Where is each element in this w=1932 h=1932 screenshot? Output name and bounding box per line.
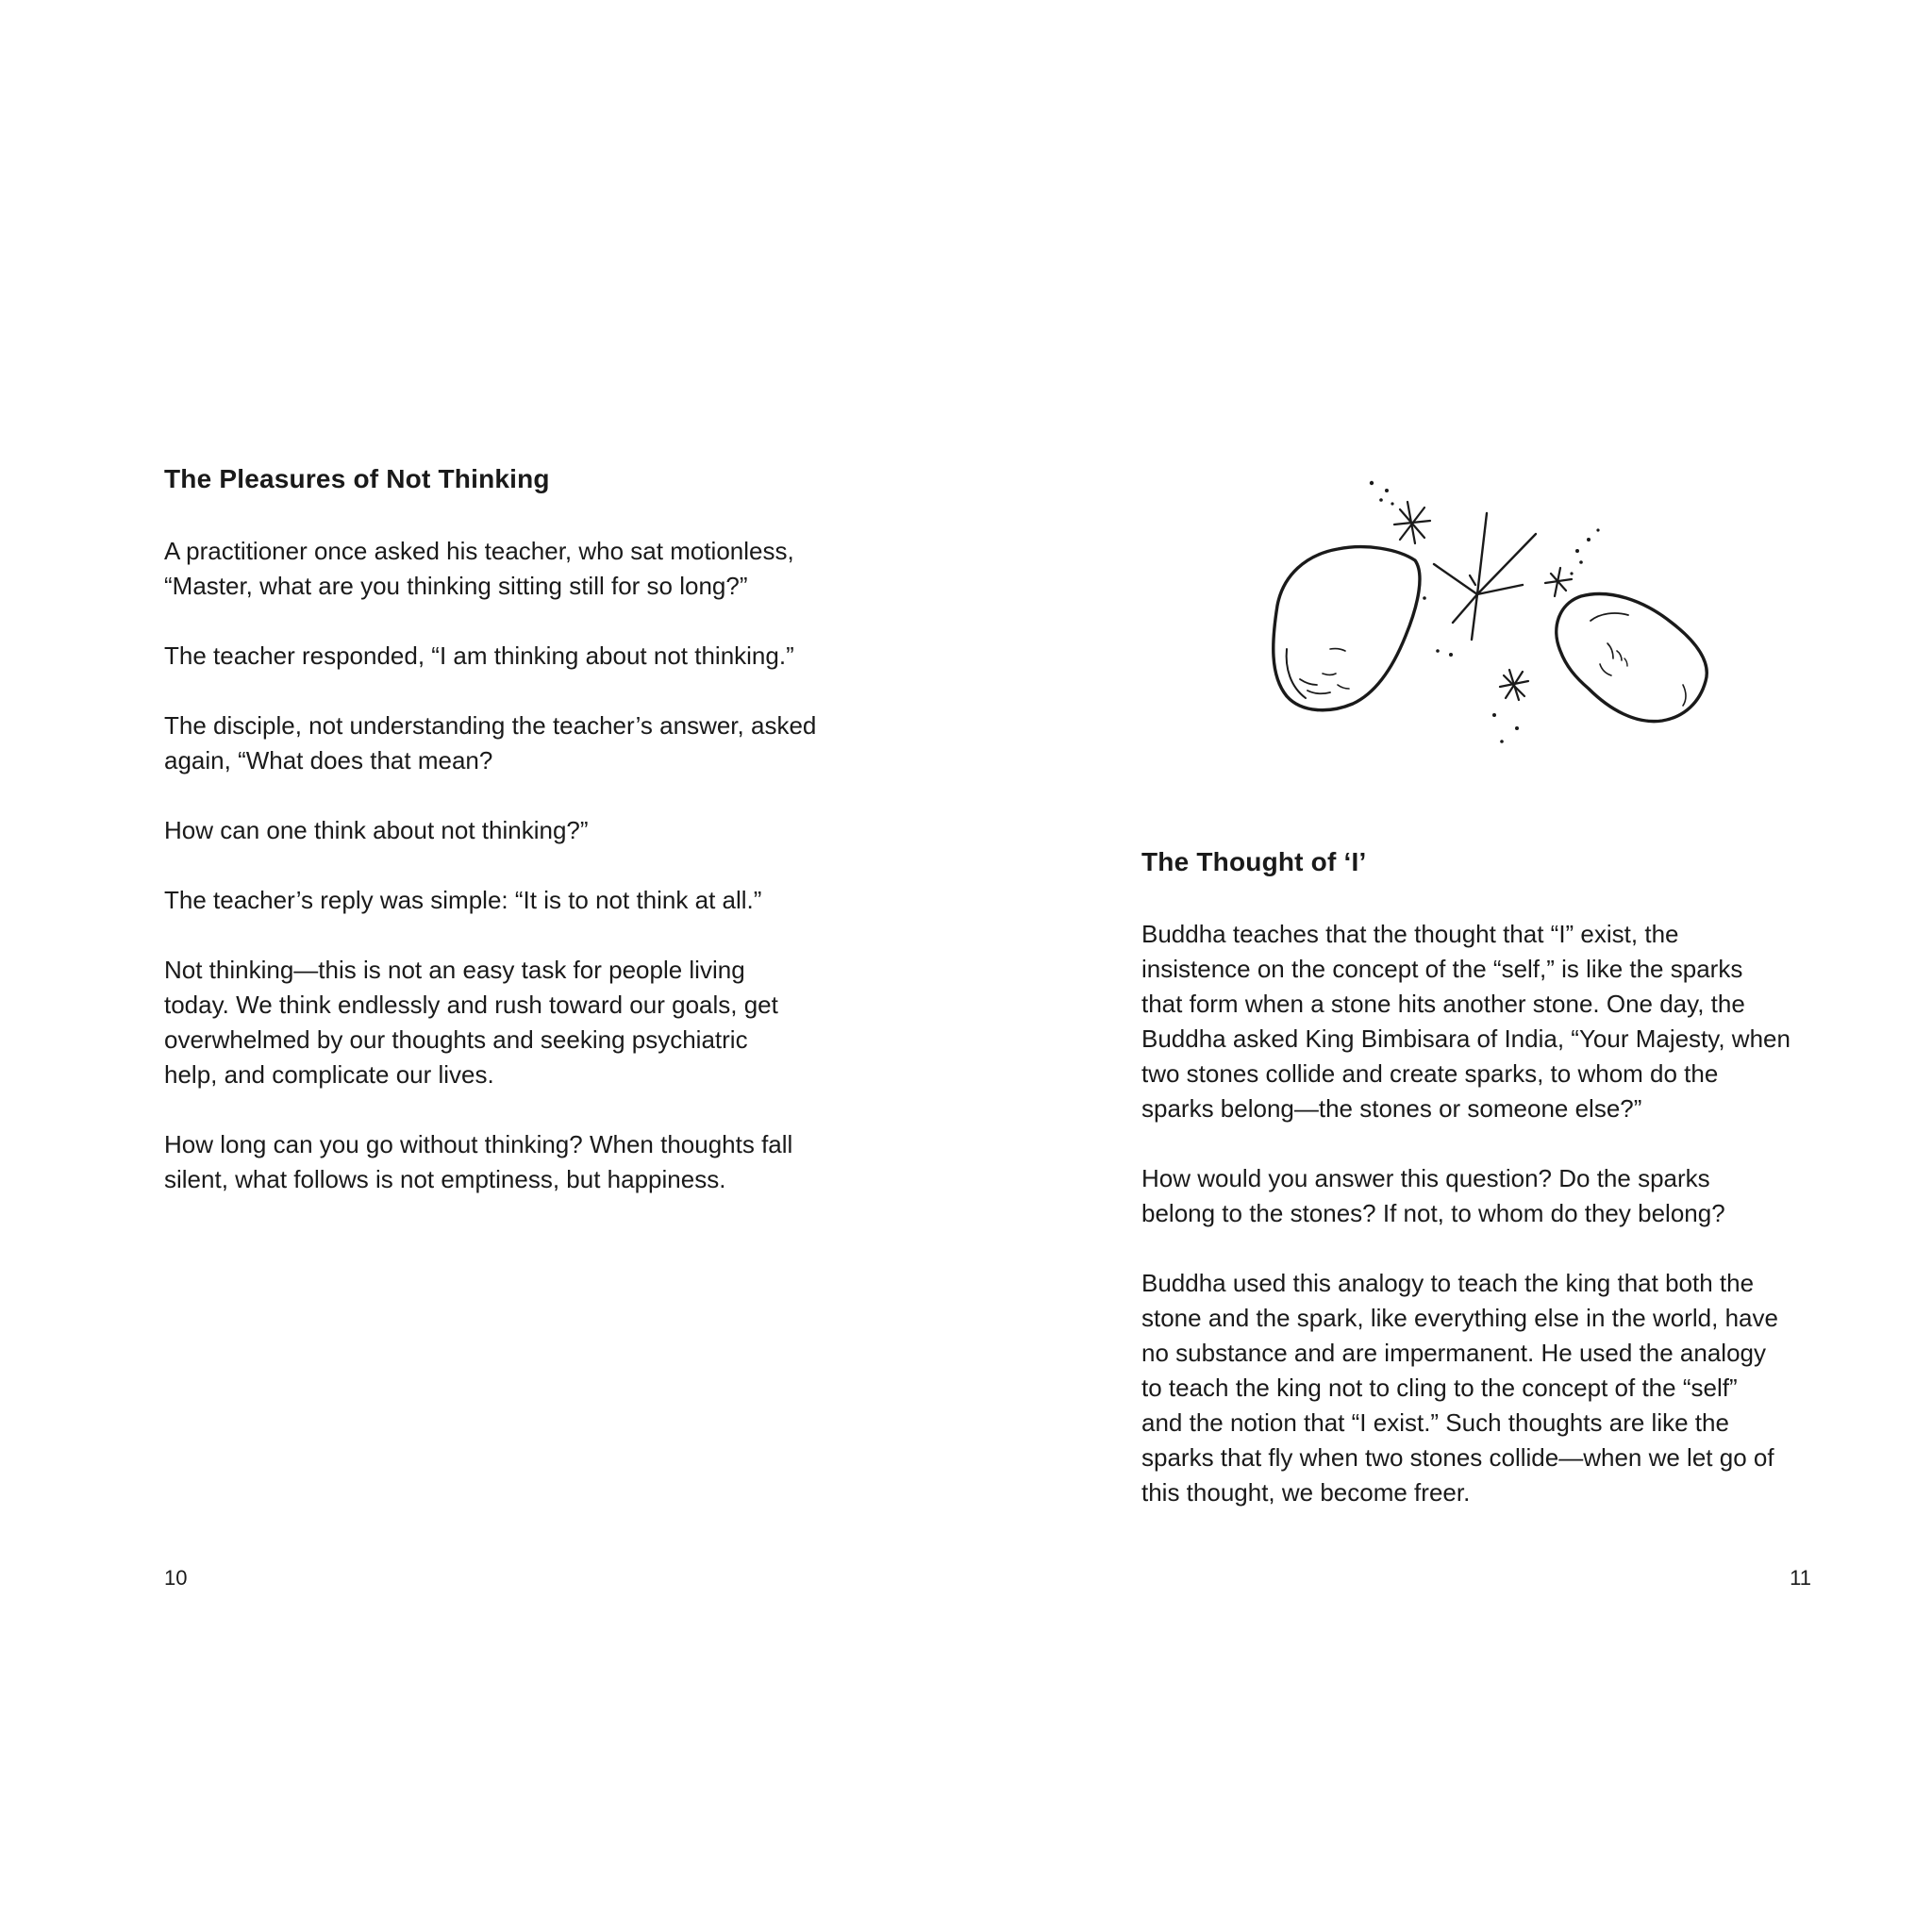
text-line: and the notion that “I exist.” Such thoughts are like the bbox=[1141, 1408, 1729, 1437]
left-paragraph-3 bbox=[164, 708, 816, 778]
text-line: Buddha asked King Bimbisara of India, “Your Majesty, when bbox=[1141, 1024, 1790, 1053]
right-paragraph-3 bbox=[1141, 1266, 1778, 1510]
text-line: silent, what follows is not emptiness, but happiness. bbox=[164, 1165, 726, 1193]
text-line: How long can you go without thinking? When thoughts fall bbox=[164, 1130, 793, 1158]
text-line: help, and complicate our lives. bbox=[164, 1060, 494, 1089]
left-paragraph-4 bbox=[164, 813, 589, 848]
text-line: Buddha used this analogy to teach the king that both the bbox=[1141, 1269, 1755, 1297]
text-line: sparks belong—the stones or someone else?” bbox=[1141, 1094, 1642, 1123]
text-line: today. We think endlessly and rush toward our goals, get bbox=[164, 991, 778, 1019]
text-line: “Master, what are you thinking sitting still for so long?” bbox=[164, 572, 748, 600]
page-number-left: 10 bbox=[164, 1566, 188, 1590]
text-line: Buddha teaches that the thought that “I” exist, the bbox=[1141, 920, 1679, 948]
text-line: How can one think about not thinking?” bbox=[164, 816, 589, 844]
text-line: insistence on the concept of the “self,” is like the sparks bbox=[1141, 955, 1743, 983]
text-line: The teacher responded, “I am thinking about not thinking.” bbox=[164, 641, 794, 670]
left-paragraph-1 bbox=[164, 534, 794, 604]
right-page-heading: The Thought of ‘I’ bbox=[1141, 847, 1367, 876]
text-line: Not thinking—this is not an easy task for people living bbox=[164, 956, 745, 984]
page-number-right: 11 bbox=[1790, 1566, 1811, 1590]
left-page-heading: The Pleasures of Not Thinking bbox=[164, 464, 550, 493]
text-line: to teach the king not to cling to the concept of the “self” bbox=[1141, 1374, 1738, 1402]
text-line: belong to the stones? If not, to whom do they belong? bbox=[1141, 1199, 1725, 1227]
central-spark bbox=[1434, 513, 1536, 640]
text-line: The teacher’s reply was simple: “It is to not think at all.” bbox=[164, 886, 762, 914]
left-paragraph-6 bbox=[164, 953, 778, 1092]
text-line: stone and the spark, like everything else in the world, have bbox=[1141, 1304, 1778, 1332]
two-stones-with-sparks-illustration bbox=[1240, 462, 1730, 764]
text-line: The disciple, not understanding the teacher’s answer, asked bbox=[164, 711, 817, 740]
text-line: sparks that fly when two stones collide—when we let go of bbox=[1141, 1443, 1774, 1472]
right-paragraph-2 bbox=[1141, 1161, 1725, 1231]
text-line: How would you answer this question? Do the sparks bbox=[1141, 1164, 1710, 1192]
text-line: this thought, we become freer. bbox=[1141, 1478, 1471, 1507]
right-page bbox=[966, 0, 1932, 1932]
text-line: again, “What does that mean? bbox=[164, 746, 493, 774]
left-paragraph-5 bbox=[164, 883, 761, 918]
left-paragraph-2 bbox=[164, 639, 794, 674]
left-paragraph-7 bbox=[164, 1127, 792, 1197]
text-line: A practitioner once asked his teacher, who sat motionless, bbox=[164, 537, 794, 565]
text-line: that form when a stone hits another stone. One day, the bbox=[1141, 990, 1745, 1018]
right-paragraph-1 bbox=[1141, 917, 1790, 1126]
text-line: overwhelmed by our thoughts and seeking psychiatric bbox=[164, 1025, 748, 1054]
text-line: two stones collide and create sparks, to whom do the bbox=[1141, 1059, 1719, 1088]
text-line: no substance and are impermanent. He used the analogy bbox=[1141, 1339, 1766, 1367]
